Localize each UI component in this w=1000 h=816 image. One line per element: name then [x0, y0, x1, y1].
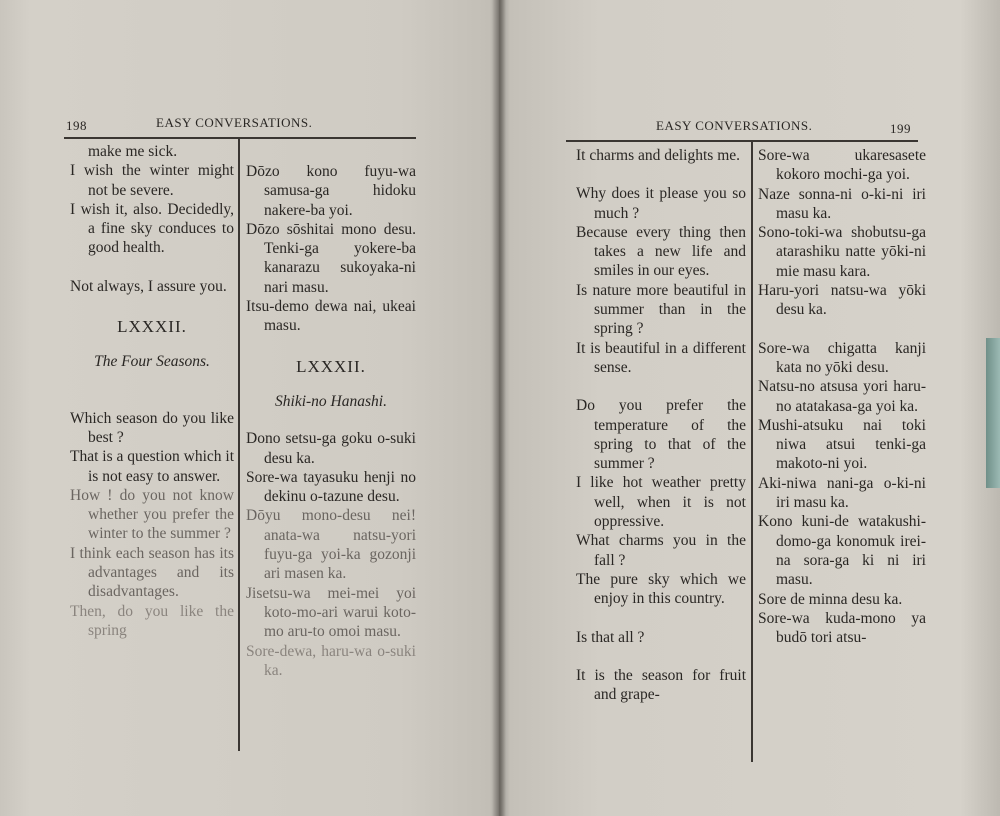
page-number: 198 [66, 118, 87, 133]
japanese-line: Dōzo kono fuyu-wa samusa-ga hidoku nakere-ba yoi. [246, 163, 416, 219]
japanese-line: Dōzo sōshitai mono desu. Tenki-ga yokere-ba kanarazu sukoyaka-ni nari masu. [246, 220, 416, 296]
header-rule [64, 137, 416, 139]
japanese-line: Sore-dewa, haru-wa o-suki ka. [246, 642, 416, 679]
english-line: Then, do you like the spring [70, 602, 234, 639]
japanese-line: Dono setsu-ga goku o-suki desu ka. [246, 430, 416, 467]
english-line: It is the season for fruit and grape- [576, 666, 746, 704]
column-divider [238, 139, 240, 751]
column-divider [751, 142, 753, 762]
section-title: The Four Seasons. [94, 353, 210, 371]
english-line: The pure sky which we enjoy in this country. [576, 570, 746, 608]
bookmark-tab [986, 338, 1000, 488]
english-line: It is beautiful in a different sense. [576, 339, 746, 376]
english-line: Do you prefer the temperature of the spring to that of the summer ? [576, 397, 746, 473]
english-line: I wish the winter might not be severe. [70, 162, 234, 199]
japanese-line: Jisetsu-wa mei-mei yoi koto-mo-ari warui koto-mo aru-to omoi masu. [246, 584, 416, 641]
english-line: I wish it, also. Decidedly, a fine sky conduces to good health. [70, 200, 234, 257]
english-column [576, 146, 746, 704]
section-number: LXXXII. [296, 356, 366, 376]
japanese-column [246, 162, 416, 680]
english-line: What charms you in the fall ? [576, 532, 746, 569]
english-line: Not always, I assure you. [70, 277, 227, 295]
japanese-line: Mushi-atsuku nai toki niwa atsui tenki-ga makoto-ni yoi. [758, 416, 926, 473]
english-line: Which season do you like best ? [70, 409, 234, 446]
page-number: 199 [890, 121, 911, 136]
japanese-line: Itsu-demo dewa nai, ukeai masu. [246, 298, 416, 335]
english-line: Is that all ? [576, 628, 645, 646]
section-number: LXXXII. [117, 317, 187, 337]
english-line: Why does it please you so much ? [576, 185, 746, 222]
japanese-line: Sore-wa ukaresasete kokoro mochi-ga yoi. [758, 147, 926, 184]
japanese-column [758, 146, 926, 647]
left-page [0, 0, 492, 816]
japanese-line: Sono-toki-wa shobutsu-ga atarashiku natte yōki-ni mie masu kara. [758, 224, 926, 280]
right-page [506, 0, 1000, 816]
book-gutter [492, 0, 506, 816]
english-line: Because every thing then takes a new life and smiles in our eyes. [576, 223, 746, 280]
japanese-line: Sore-wa tayasuku henji no dekinu o-tazune desu. [246, 468, 416, 506]
running-head: EASY CONVERSATIONS. [656, 118, 813, 133]
japanese-line: Aki-niwa nani-ga o-ki-ni iri masu ka. [758, 474, 926, 512]
header-rule [566, 140, 918, 142]
english-column [70, 142, 234, 640]
japanese-line: Sore-wa chigatta kanji kata no yōki desu. [758, 339, 926, 376]
english-line: Is nature more beautiful in summer than in the spring ? [576, 281, 746, 338]
english-line: I think each season has its advantages and its disadvantages. [70, 544, 234, 601]
running-head: EASY CONVERSATIONS. [156, 115, 313, 130]
english-line: How ! do you not know whether you prefer the winter to the summer ? [70, 486, 234, 543]
japanese-line: Sore de minna desu ka. [758, 590, 903, 608]
japanese-line: Naze sonna-ni o-ki-ni iri masu ka. [758, 185, 926, 222]
english-line: That is a question which it is not easy to answer. [70, 448, 235, 485]
japanese-line: Dōyu mono-desu nei! anata-wa natsu-yori fuyu-ga yoi-ka gozonji ari masen ka. [246, 507, 416, 583]
english-line: It charms and delights me. [576, 147, 740, 164]
japanese-line: Haru-yori natsu-wa yōki desu ka. [758, 282, 926, 319]
japanese-line: Kono kuni-de watakushi-domo-ga konomuk irei-na sora-ga ki ni iri masu. [758, 513, 926, 589]
english-line: I like hot weather pretty well, when it is not oppressive. [576, 474, 746, 531]
japanese-line: Sore-wa kuda-mono ya budō tori atsu- [758, 609, 926, 647]
japanese-line: Natsu-no atsusa yori haru-no atatakasa-ga yoi ka. [758, 378, 926, 415]
english-line: make me sick. [88, 143, 178, 160]
section-title: Shiki-no Hanashi. [275, 392, 387, 410]
